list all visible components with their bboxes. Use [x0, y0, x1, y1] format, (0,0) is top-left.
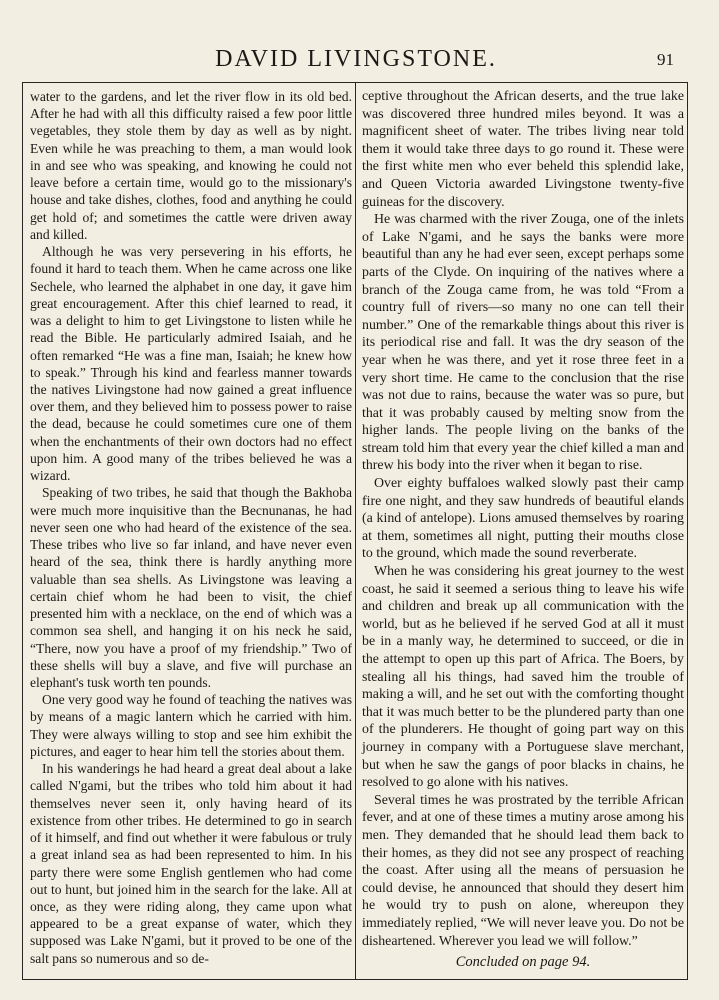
page-number: 91	[657, 50, 674, 69]
paragraph: Over eighty buffaloes walked slowly past their camp fire one night, and they saw hundreds of beautiful elands (a kind of antelope). Lions amused themselves by roaring at them, sometimes all night, putting their mouths close to the ground, which made the sound reverberate.	[362, 476, 684, 562]
paragraph: ceptive throughout the African deserts, and the true lake was discovered three hundred miles beyond. It was a magnificent sheet of water. The tribes living near told them it would take three days to go round it. These were the first white men who ever beheld this splendid lake, and Queen Victoria awarded Livingstone twenty-five guineas for the discovery.	[362, 89, 684, 210]
paragraph: Although he was very persevering in his efforts, he found it hard to teach them. When he came across one like Sechele, who learned the alphabet in one day, it gave him great encouragement. After this chief learned to read, it was a delight to him to get Livingstone to listen while he read the Bible. He particularly admired Isaiah, and he often remarked “He was a fine man, Isaiah; he knew how to speak.” Through his kind and fearless manner towards the natives Livingstone had now gained a great influence over them, and they believed him to possess power to raise the dead, because he could sometimes cure one of them when the enchantments of their own doctors had no effect upon him. A good many of the tribes believed he was a wizard.	[30, 244, 352, 484]
paragraph: One very good way he found of teaching the natives was by means of a magic lantern which he carried with him. They were always willing to stop and see him exhibit the pictures, and eager to hear him tell the stories about them.	[30, 692, 352, 759]
paragraph: Speaking of two tribes, he said that though the Bakhoba were much more inquisitive than the Becnunanas, he had never seen one who had heard of the existence of the sea. These tribes who live so far inland, and have never even heard of the sea, think there is hardly anything more valuable than sea shells. As Livingstone was leaving a certain chief whom he had been to visit, the chief presented him with a necklace, on the end of which was a common sea shell, and hanging it on his neck he said, “There, now you have a proof of my friendship.” Two of these shells will buy a slave, and five will purchase an elephant's tusk worth ten pounds.	[30, 485, 352, 690]
paragraph: When he was considering his great journey to the west coast, he said it seemed a serious thing to leave his wife and children and break up all communication with the world, but as he believed if he served God at all it must be in a manly way, he determined to succeed, or die in the attempt to open up this part of Africa. The Boers, by stealing all his things, had saved him the trouble of making a will, and he set out with the comforting thought that it was much better to be the plundered party than one of the plunderers. He thought of going part way on this journey in company with a Portuguese slave merchant, but when he saw the gangs of poor blacks in chains, he resolved to go alone with his natives.	[362, 564, 684, 791]
paragraph: In his wanderings he had heard a great deal about a lake called N'gami, but the tribes who told him about it had themselves never seen it, only having heard of its existence from other tribes. He determined to go in search of it himself, and find out whether it were fabulous or truly a great inland sea as had been represented to him. In his party there were some English gentlemen who had come out to hunt, but joined him in the search for the lake. All at once, as they were riding along, they came upon what appeared to be a great expanse of water, which they supposed was Lake N'gami, but it proved to be one of the salt pans so numerous and so de-	[30, 761, 352, 966]
left-column	[30, 88, 352, 967]
running-title: DAVID LIVINGSTONE.	[215, 46, 497, 72]
right-column	[362, 88, 684, 972]
paragraph: He was charmed with the river Zouga, one of the inlets of Lake N'gami, and he says the banks were more beautiful than any he had ever seen, except perhaps some parts of the Clyde. On inquiring of the natives where a branch of the Zouga came from, he was told “From a country full of rivers—so many no one can tell their number.” One of the remarkable things about this river is its periodical rise and fall. It was the dry season of the year when he was there, and yet it rose three feet in a very short time. He came to the conclusion that the rise was not due to rains, because the water was so pure, but that it was probably caused by melting snow from the higher lands. The people living on the banks of the stream told him that every year the chief killed a man and threw his body into the river when it began to rise.	[362, 212, 684, 474]
continuation-note: Concluded on page 94.	[455, 954, 591, 971]
paragraph: Several times he was prostrated by the terrible African fever, and at one of these times a mutiny arose among his men. They demanded that he should lead them back to their homes, as they did not see any prospect of reaching the coast. After using all the means of persuasion he could devise, he announced that should they desert him he would try to push on alone, whereupon they immediately replied, “We will never leave you. Do not be disheartened. Wherever you lead we will follow.”	[362, 792, 684, 949]
page-header	[30, 40, 682, 80]
paragraph: water to the gardens, and let the river flow in its old bed. After he had with all this difficulty raised a few poor little vegetables, they stole them by day as well as by night. Even while he was preaching to them, a man would look in and see who was speaking, and knowing he could not leave before a certain time, would go to the missionary's house and take dishes, clothes, food and anything he could get hold of; and sometimes the cattle were driven away and killed.	[30, 89, 352, 242]
column-divider	[355, 82, 356, 980]
